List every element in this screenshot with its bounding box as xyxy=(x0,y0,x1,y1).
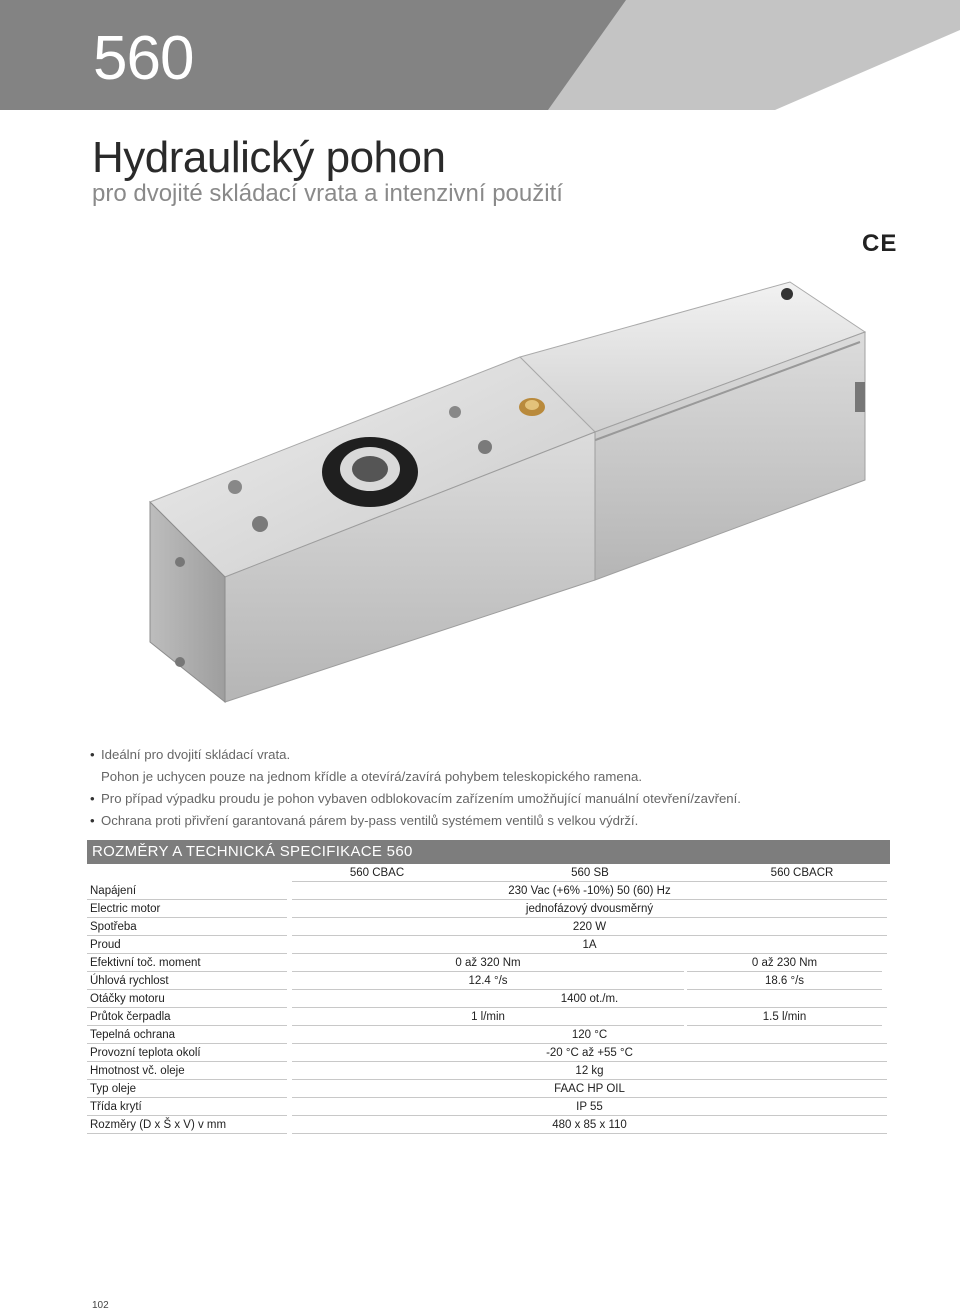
row-label: Otáčky motoru xyxy=(90,993,165,1005)
page-title: Hydraulický pohon xyxy=(92,133,446,182)
table-cell: 560 SB xyxy=(571,867,609,879)
list-item xyxy=(90,744,741,766)
list-item-text: Pro případ výpadku proudu je pohon vybaven odblokovacím zařízením umožňující manuální otevření/zavření. xyxy=(101,791,741,806)
table-cell: 1.5 l/min xyxy=(762,1011,807,1023)
table-row xyxy=(87,1098,887,1116)
row-label: Electric motor xyxy=(90,903,161,915)
page-number: 102 xyxy=(92,1300,109,1311)
table-cell: -20 °C až +55 °C xyxy=(546,1047,633,1059)
row-label: Provozní teplota okolí xyxy=(90,1047,201,1059)
bullet-icon: • xyxy=(90,813,95,828)
table-header-row xyxy=(87,864,887,882)
row-label: Proud xyxy=(90,939,121,951)
spec-heading xyxy=(87,840,890,864)
row-divider xyxy=(87,1133,287,1134)
table-cell: 1400 ot./m. xyxy=(560,993,619,1005)
feature-list xyxy=(90,744,741,832)
bullet-icon: • xyxy=(90,791,95,806)
table-cell: 1 l/min xyxy=(471,1011,505,1023)
row-label: Úhlová rychlost xyxy=(90,975,169,987)
table-cell: 18.6 °/s xyxy=(764,975,805,987)
table-cell: 12.4 °/s xyxy=(468,975,508,987)
table-cell: 220 W xyxy=(572,921,607,933)
row-label: Tepelná ochrana xyxy=(90,1029,176,1041)
table-row xyxy=(87,918,887,936)
row-divider xyxy=(292,1133,887,1134)
table-cell: 560 CBACR xyxy=(770,867,834,879)
list-item xyxy=(90,766,741,788)
table-row xyxy=(87,882,887,900)
spec-heading-text: ROZMĚRY A TECHNICKÁ SPECIFIKACE 560 xyxy=(92,843,413,860)
row-label: Efektivní toč. moment xyxy=(90,957,201,969)
list-item xyxy=(90,810,741,832)
table-row xyxy=(87,972,887,990)
page-subtitle: pro dvojité skládací vrata a intenzivní použití xyxy=(92,180,563,207)
row-label: Hmotnost vč. oleje xyxy=(90,1065,185,1077)
table-cell: 230 Vac (+6% -10%) 50 (60) Hz xyxy=(508,885,671,897)
row-label: Rozměry (D x Š x V) v mm xyxy=(90,1119,227,1131)
table-row xyxy=(87,990,887,1008)
product-photo xyxy=(120,262,880,722)
table-cell: 480 x 85 x 110 xyxy=(552,1119,627,1131)
table-cell: 0 až 230 Nm xyxy=(751,957,818,969)
table-cell: FAAC HP OIL xyxy=(554,1083,625,1095)
table-cell: jednofázový dvousměrný xyxy=(525,903,654,915)
table-row xyxy=(87,1080,887,1098)
table-row xyxy=(87,1026,887,1044)
bullet-icon: • xyxy=(90,747,95,762)
row-label: Třída krytí xyxy=(90,1101,142,1113)
table-row xyxy=(87,1116,887,1134)
table-row xyxy=(87,900,887,918)
table-cell: 560 CBAC xyxy=(349,867,405,879)
table-row xyxy=(87,1044,887,1062)
ce-mark-icon: CE xyxy=(862,230,898,257)
list-item-text: Ideální pro dvojití skládací vrata. xyxy=(101,747,291,762)
table-cell: 0 až 320 Nm xyxy=(455,957,521,969)
table-row xyxy=(87,936,887,954)
list-item-text: Pohon je uchycen pouze na jednom křídle a otevírá/zavírá pohybem teleskopického ramena. xyxy=(101,769,643,784)
row-label: Spotřeba xyxy=(90,921,137,933)
list-item-text: Ochrana proti přivření garantovaná párem by-pass ventilů systémem ventilů s velkou výdrží. xyxy=(101,813,639,828)
table-cell: IP 55 xyxy=(576,1101,603,1113)
row-label: Typ oleje xyxy=(90,1083,137,1095)
table-row xyxy=(87,954,887,972)
table-cell: 120 °C xyxy=(571,1029,608,1041)
table-cell: 12 kg xyxy=(575,1065,604,1077)
spec-table xyxy=(87,864,887,1134)
list-item xyxy=(90,788,741,810)
model-number: 560 xyxy=(93,24,194,93)
table-cell: 1A xyxy=(582,939,597,951)
table-row xyxy=(87,1008,887,1026)
row-label: Napájení xyxy=(90,885,137,897)
table-row xyxy=(87,1062,887,1080)
row-label: Průtok čerpadla xyxy=(90,1011,171,1023)
